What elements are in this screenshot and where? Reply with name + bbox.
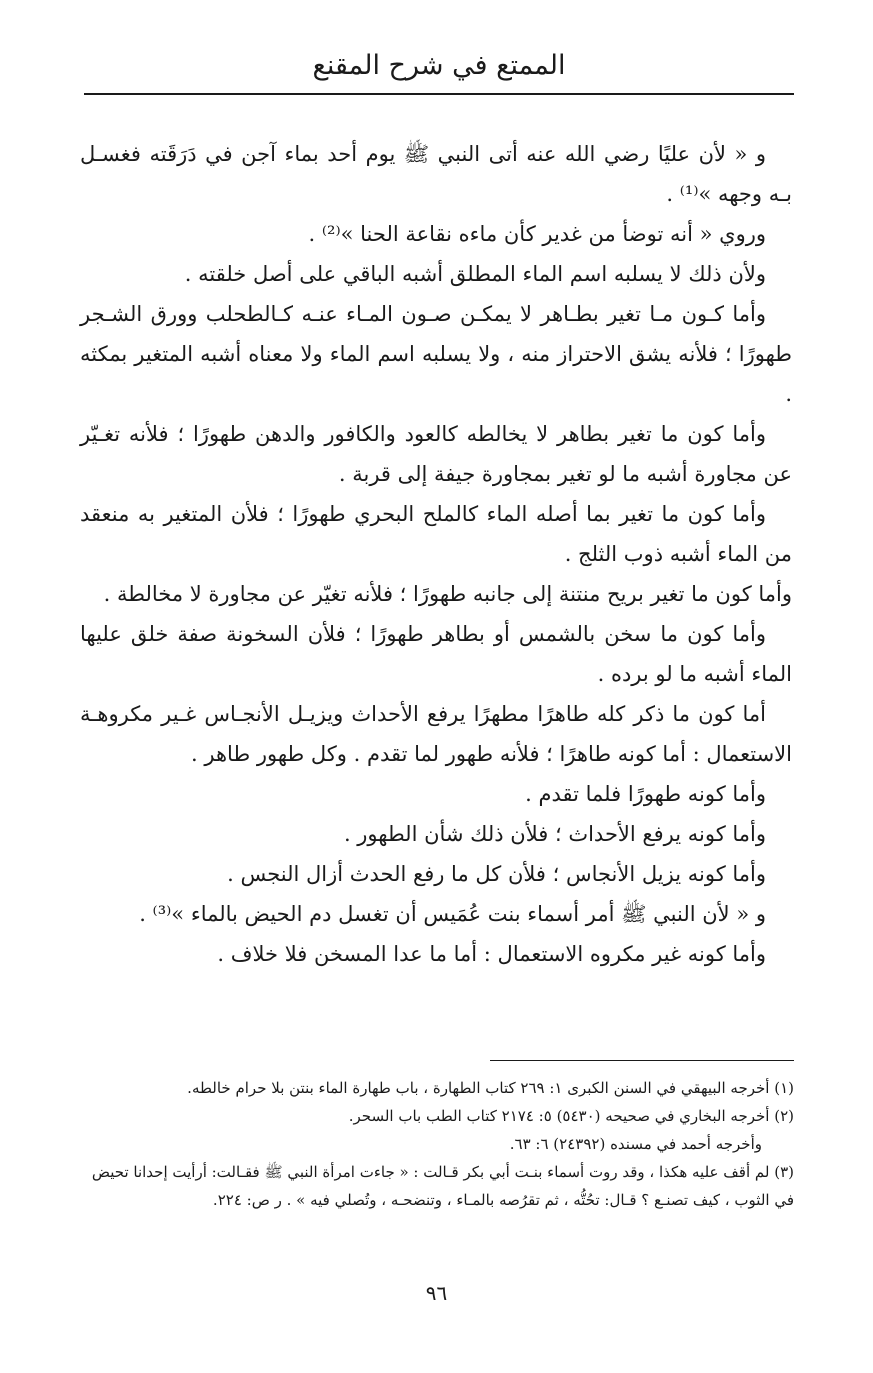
paragraph: وأما كونه طهورًا فلما تقدم . <box>525 782 766 806</box>
footnote: وأخرجه أحمد في مسنده (٢٤٣٩٢) ٦: ٦٣. <box>509 1135 762 1153</box>
main-text <box>80 134 792 974</box>
paragraph: أما كون ما ذكر كله طاهرًا مطهرًا يرفع الأحداث ويزيـل الأنجـاس غـير مكروهـة الاستعمال : أما كونه طاهرًا ؛ فلأنه طهور لما تقدم . وكل طهور طاهر . <box>80 702 792 766</box>
paragraph: وأما كـون مـا تغير بطـاهر لا يمكـن صـون المـاء عنـه كـالطحلب وورق الشـجر طهورًا ؛ فلأنه يشق الاحتراز منه ، ولا يسلبه اسم الماء ولا معناه أشبه المتغير بمكثه . <box>80 302 792 406</box>
paragraph: وروي « أنه توضأ من غدير كأن ماءه نقاعة الحنا »⁽²⁾ . <box>308 222 766 246</box>
running-header: الممتع في شرح المقنع <box>312 50 566 81</box>
header-divider <box>84 93 794 95</box>
paragraph: و « لأن النبي ﷺ أمر أسماء بنت عُمَيس أن تغسل دم الحيض بالماء »⁽³⁾ . <box>139 902 766 926</box>
footnote: (٢) أخرجه البخاري في صحيحه (٥٤٣٠) ٥: ٢١٧٤ كتاب الطب باب السحر. <box>348 1107 794 1125</box>
paragraph: وأما كونه يرفع الأحداث ؛ فلأن ذلك شأن الطهور . <box>343 822 766 846</box>
paragraph: و « لأن عليًا رضي الله عنه أتى النبي ﷺ يوم أحد بماء آجن في دَرَقَته فغسـل بـه وجهه »⁽¹⁾ . <box>80 142 792 206</box>
paragraph: وأما كون ما سخن بالشمس أو بطاهر طهورًا ؛ فلأن السخونة صفة خلق عليها الماء أشبه ما لو برده . <box>80 622 792 686</box>
paragraph: وأما كون ما تغير بطاهر لا يخالطه كالعود والكافور والدهن طهورًا ؛ فلأنه تغـيّر عن مجاورة أشبه ما لو تغير بمجاورة جيفة إلى قربة . <box>80 422 792 486</box>
paragraph: وأما كونه يزيل الأنجاس ؛ فلأن كل ما رفع الحدث أزال النجس . <box>227 862 766 886</box>
footnote: (١) أخرجه البيهقي في السنن الكبرى ١: ٢٦٩ كتاب الطهارة ، باب طهارة الماء بنتن بلا حرام خالطه. <box>187 1079 794 1097</box>
paragraph: ولأن ذلك لا يسلبه اسم الماء المطلق أشبه الباقي على أصل خلقته . <box>184 262 766 286</box>
footnote: (٣) لم أقف عليه هكذا ، وقد روت أسماء بنـت أبي بكر قـالت : « جاءت امرأة النبي ﷺ فقـالت: أرأيت إحدانا تحيض في الثوب ، كيف تصنـع ؟ قـال: تحُتُّه ، ثم تقرُصه بالمـاء ، وتنضحـه ، وتُصلي فيه » . ر ص: ٢٢٤. <box>91 1163 794 1209</box>
paragraph: وأما كونه غير مكروه الاستعمال : أما ما عدا المسخن فلا خلاف . <box>217 942 766 966</box>
paragraph: وأما كون ما تغير بما أصله الماء كالملح البحري طهورًا ؛ فلأن المتغير به منعقد من الماء أشبه ذوب الثلج . <box>80 502 792 566</box>
footnotes <box>86 1074 794 1214</box>
page-number: ٩٦ <box>425 1281 448 1305</box>
footnote-divider <box>490 1060 794 1061</box>
paragraph: وأما كون ما تغير بريح منتنة إلى جانبه طهورًا ؛ فلأنه تغيّر عن مجاورة لا مخالطة . <box>103 582 792 606</box>
